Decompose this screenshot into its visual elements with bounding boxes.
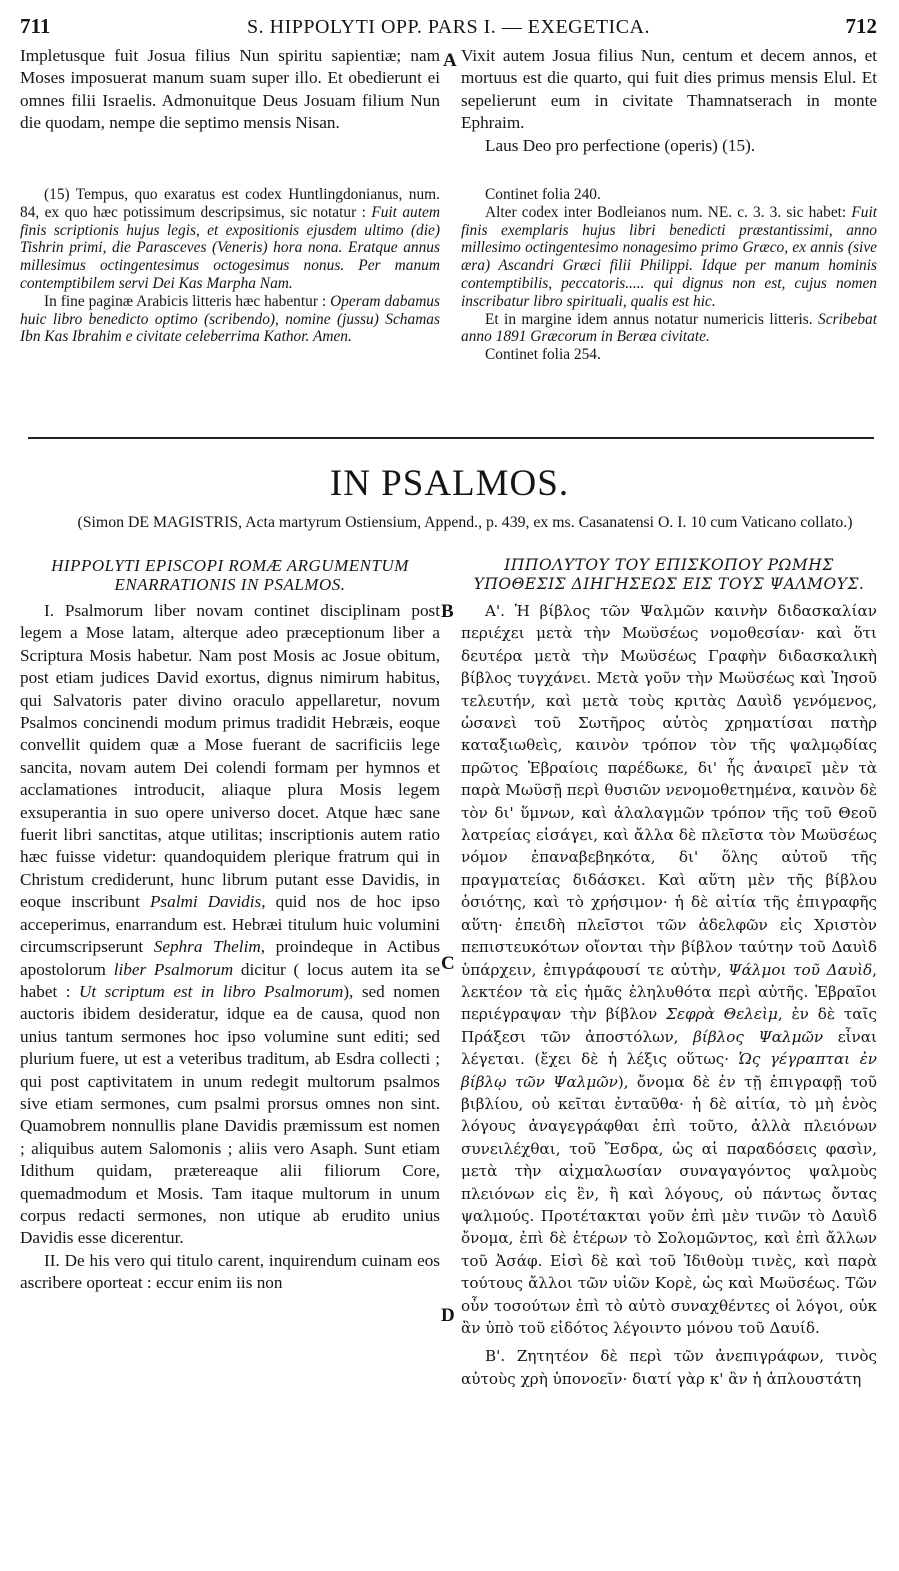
- notes-right: Continet folia 240. Alter codex inter Bodleianos num. NE. c. 3. 3. sic habet: Fuit finis exemplaris hujus libri benedicti præstantissimi, anno millesimo octingentesimo nonagesimo primo Græco, ex annis (sive æra) Ascandri Græci filii Philippi. Idque per manum hominis contemptibilis, peccatoris..... qui dignus non est, cujus nomen inscribatur libro spirituali, qualis est hic. Et in margine idem annus notatur numericis litteris. Scribebat anno 1891 Græcorum in Beræa civitate. Continet folia 254.: [461, 186, 877, 364]
- latin-heading: HIPPOLYTI EPISCOPI ROMÆ ARGUMENTUM ENARRATIONIS IN PSALMOS.: [51, 556, 409, 594]
- latin-paragraph-2: II. De his vero qui titulo carent, inquirendum cuinam eos ascribere oporteat : eccur enim iis non: [20, 1250, 440, 1293]
- greek-paragraph-1: Α'. Ἡ βίβλος τῶν Ψαλμῶν καινὴν διδασκαλίαν περιέχει μετὰ τὴν Μωϋσέως νομοθεσίαν· καὶ ὅτι δευτέρα μετὰ τὴν Μωϋσέως Γραφὴν διδασκαλικὴ βίβλος τυγχάνει. Μετὰ γοῦν τὴν Μωϋσέως καὶ Ἰησοῦ τελευτήν, καὶ μετὰ τοὺς κριτὰς Δαυὶδ γενόμενος, ὡσανεὶ τοῦ Σωτῆρος αὐτὸς χρηματίσαι πατὴρ καταξιωθεὶς, καινὸν τρόπον τὸν τῆς ψαλμῳδίας πρῶτος Ἑβραίοις παρέδωκε, δι' ἧς ἀναιρεῖ μὲν τὰ παρὰ Μωϋσῇ περὶ θυσιῶν νενομοθετημένα, καινὸν δὲ τὸν δι' ὕμνων, καὶ ἀλαλαγμῶν τρόπον τῆς τοῦ Θεοῦ λατρείας εἰσάγει, καὶ ἄλλα δὲ πλεῖστα τὸν Μωϋσέως νόμον ἐπαναβεβηκότα, δι' ὅλης αὐτοῦ τῆς πραγματείας διδάσκει. Καὶ αὕτη μὲν τῆς βίβλου ὁσιότης, καὶ τὸ χρήσιμον· ἡ δὲ αἰτία τῆς ἐπιγραφῆς αὕτη· ἐπειδὴ πλεῖστοι τῶν ἀδελφῶν εἰς Χριστὸν πεπιστευκότων οἴονται τὴν βίβλον ταύτην τοῦ Δαυὶδ ὑπάρχειν, ἐπιγράφουσί τε αὐτὴν, Ψάλμοι τοῦ Δαυὶδ, λεκτέον τὰ εἰς ἡμᾶς ἐληλυθότα περὶ αὐτῆς. Ἑβραῖοι περιέγραψαν τὴν βίβλον Σεφρὰ Θελεὶμ, ἐν δὲ ταῖς Πράξεσι τῶν ἀποστόλων, βίβλος Ψαλμῶν εἶναι λέγεται. (ἔχει δὲ ἡ λέξις οὕτως· Ὡς γέγραπται ἐν βίβλῳ τῶν Ψαλμῶν), ὄνομα δὲ ἐν τῇ ἐπιγραφῇ τοῦ βιβλίου, οὐ κεῖται ἐνταῦθα· ἡ δὲ αἰτία, τὸ μὴ ἑνὸς λόγους ἀναγεγράφθαι ἐπὶ τοῦτο, ἀλλὰ πλειόνων συνειλέχθαι, τοῦ Ἔσδρα, ὡς αἱ παραδόσεις φασὶν, μετὰ τὴν αἰχμαλωσίαν συναγαγόντος ψαλμοὺς πλειόνων εἰς ἓν, ἢ καὶ λόγους, οὐ πάντως ὄντας ψαλμούς. Προτέτακται γοῦν ἐπὶ μὲν τινῶν τὸ Δαυὶδ ὄνομα, ἐπὶ δὲ ἑτέρων τὸ Σολομῶντος, καὶ ἐπὶ ἄλλων τοῦ Ἀσάφ. Εἰσὶ δὲ καὶ τοῦ Ἰδιθοὺμ τινὲς, καὶ παρὰ τούτους ἄλλοι τῶν υἱῶν Κορὲ, ὡς καὶ Μωϋσέως. Τῶν οὖν τοσούτων ἐπὶ τὸ αὐτὸ συναχθέντες οἱ λόγοι, οὐκ ἂν ὑπὸ τοῦ εἰδότος λέγοιντο μόνου τοῦ Δαυίδ.: [461, 602, 878, 1337]
- greek-paragraph-2: Β'. Ζητητέον δὲ περὶ τῶν ἀνεπιγράφων, τινὸς αὐτοὺς χρὴ ὑπονοεῖν· διατί γὰρ κ' ἂν ἡ ἁπλουστάτη: [461, 1347, 877, 1388]
- page-number-right: 712: [845, 14, 877, 38]
- margin-letter-b: B: [441, 601, 454, 622]
- margin-letter-a: A: [443, 50, 457, 71]
- note-15: (15) Tempus, quo exaratus est codex Huntlingdonianus, num. 84, ex quo hæc potissimum descripsimus, sic notatur : Fuit autem finis scriptionis hujus legis, et expositionis ejusdem ultimo (die) Tishrin primi, die Parasceves (Veneris) hora nona. Eratque annus millesimus octingentesimus octogesimus nonus. Per manum contemptibilem servi Dei Kas Marpha Nam.: [20, 186, 440, 292]
- page-number-left: 711: [20, 14, 51, 38]
- greek-heading: ΙΠΠΟΛΥΤΟΥ ΤΟΥ ΕΠΙΣΚΟΠΟΥ ΡΩΜΗΣ ΥΠΟΘΕΣΙΣ ΔΙΗΓΗΣΕΩΣ ΕΙΣ ΤΟΥΣ ΨΑΛΜΟΥΣ.: [473, 556, 865, 593]
- notes-left: [20, 186, 440, 346]
- section-divider: [28, 437, 874, 439]
- closing-line: Laus Deo pro perfectione (operis) (15).: [485, 135, 756, 155]
- section-title: IN PSALMOS.: [329, 463, 570, 504]
- top-right-text: Vixit autem Josua filius Nun, centum et decem annos, et mortuus est die quarto, qui fuit dies primus mensis Elul. Et sepelierunt eum in civitate Thamnatserach in monte Ephraim. Laus Deo pro perfectione (operis) (15).: [461, 45, 877, 157]
- margin-letter-d: D: [441, 1305, 455, 1326]
- latin-text: [20, 600, 440, 1295]
- latin-paragraph-1: I. Psalmorum liber novam continet disciplinam post legem a Mose latam, alterque adeo præceptionum liber a Scriptura Mosis habetur. Nam post Mosis ac Josue obitum, post etiam judices David exortus, dignus nimirum habitus, qui Salvatoris pater divino oraculo appellaretur, novum Psalmos concinendi modum primus tradidit Hebræis, eoque convellit quidem quæ a Mose fuerant de sacrificiis lege sancita, novam autem Dei colendi formam per hymnos et acclamationes introducit, aliaque plura Mosis legem exsuperantia in suo opere universo docet. Atque hæc sane fuerit libri sanctitas, atque utilitas; inscriptionis autem ratio hæc fuisse videtur: quandoquidem plerique fratrum qui in Christum crediderunt, hunc librum putant esse Davidis, in eoque inscribunt Psalmi Davidis, quid nos de hoc ipso acceperimus, enarrandum est. Hebræi titulum huic volumini circumscripserunt Sephra Thelim, proindeque in Actibus apostolorum liber Psalmorum dicitur ( locus autem ita se habet : Ut scriptum est in libro Psalmorum), sed nomen auctoris ibidem desideratur, idque ea de causa, quod non unius tantum sermones hoc ipso volumine sunt editi; sed plurium fuere, ut est a veteribus traditum, ab Esdra collecti ; qui post captivitatem in unum redegit multorum psalmos sive etiam sermones, cum psalmi prorsus omnes non sint. Quamobrem nonnullis plane Davidis præmissum est nomen ; aliquibus autem Salomonis ; aliis vero Asaph. Sunt etiam Idithum quidam, prætereaque alii filiorum Core, quemadmodum et Mosis. Tam itaque multorum in unum corpus redacti sermones, non utique ab erudito unius Davidis esse dicerentur.: [20, 601, 441, 1248]
- note-bodleian: Alter codex inter Bodleianos num. NE. c. 3. 3. sic habet: Fuit finis exemplaris hujus libri benedicti præstantissimi, anno millesimo octingentesimo nonagesimo primo Græco, ex annis (sive æra) Ascandri Græci filii Philippi. Idque per manum hominis contemptibilis, peccatoris..... qui dignus non est, cujus nomen inscribatur libro spirituali, qualis est hic.: [461, 203, 877, 310]
- margin-letter-c: C: [441, 953, 455, 974]
- running-header: [20, 14, 877, 40]
- top-left-text: Impletusque fuit Josua filius Nun spiritu sapientiæ; nam Moses imposuerat manum suam super illo. Et obedierunt ei omnes filii Israelis. Admonuitque Deus Josuam filium Nun die quodam, nempe die septimo mensis Nisan.: [20, 46, 440, 133]
- greek-text: [461, 600, 877, 1390]
- note-margin: Et in margine idem annus notatur numericis litteris. Scribebat anno 1891 Græcorum in Beræa civitate.: [461, 310, 877, 346]
- note-arabic: In fine paginæ Arabicis litteris hæc habentur : Operam dabamus huic libro benedicto optimo (scribendo), nomine (jussu) Schamas Ibn Kas Ibrahim e civitate celeberrima Kathor. Amen.: [20, 292, 440, 346]
- source-line: (Simon DE MAGISTRIS, Acta martyrum Ostiensium, Append., p. 439, ex ms. Casanatensi O. I. 10 cum Vaticano collato.): [77, 514, 853, 531]
- running-title: S. HIPPOLYTI OPP. PARS I. — EXEGETICA.: [247, 16, 650, 38]
